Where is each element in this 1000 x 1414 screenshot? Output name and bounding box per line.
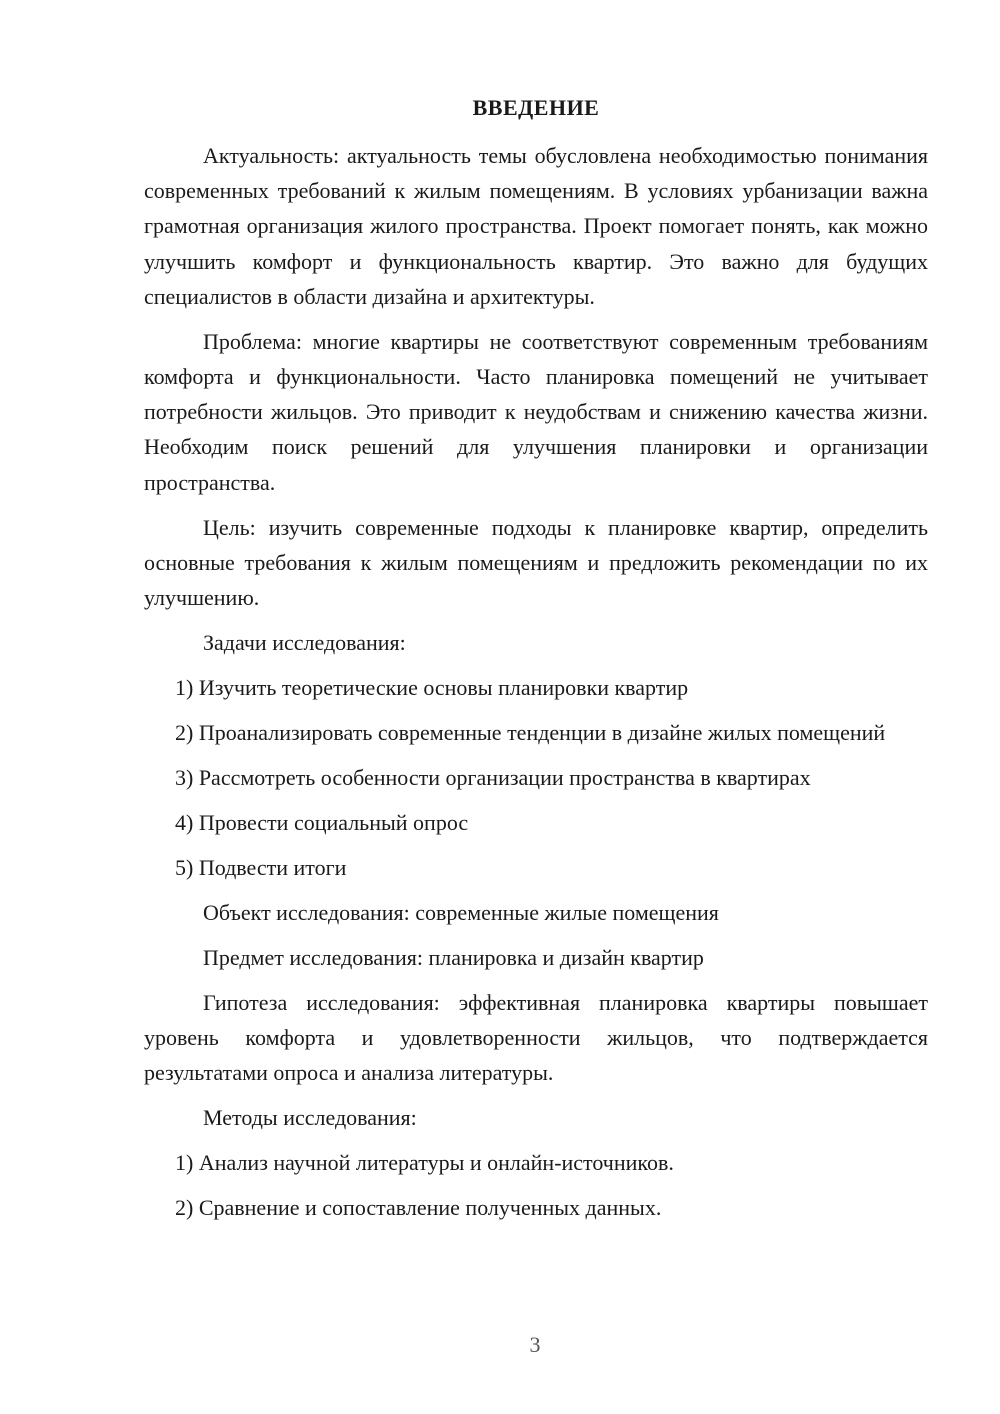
task-item: 1) Изучить теоретические основы планировки квартир — [175, 675, 689, 701]
document-page — [144, 92, 928, 1235]
hypothesis-paragraph: Гипотеза исследования: эффективная планировка квартиры повышает уровень комфорта и удовлетворенности жильцов, что подтверждается результатами опроса и анализа литературы. — [144, 990, 928, 1086]
tasks-heading: Задачи исследования: — [203, 630, 406, 656]
task-item: 2) Проанализировать современные тенденции в дизайне жилых помещений — [175, 720, 886, 746]
task-item: 3) Рассмотреть особенности организации пространства в квартирах — [175, 765, 811, 791]
methods-heading: Методы исследования: — [203, 1105, 417, 1131]
task-item: 5) Подвести итоги — [175, 855, 347, 881]
method-item: 1) Анализ научной литературы и онлайн-источников. — [175, 1150, 674, 1176]
subject-line: Предмет исследования: планировка и дизайн квартир — [203, 945, 704, 971]
goal-paragraph: Цель: изучить современные подходы к планировке квартир, определить основные требования к жилым помещениям и предложить рекомендации по их улучшению. — [144, 514, 928, 611]
page-title: ВВЕДЕНИЕ — [472, 95, 600, 120]
task-item: 4) Провести социальный опрос — [175, 810, 469, 836]
method-item: 2) Сравнение и сопоставление полученных данных. — [175, 1195, 662, 1221]
object-line: Объект исследования: современные жилые помещения — [203, 900, 719, 926]
relevance-paragraph: Актуальность: актуальность темы обусловлена необходимостью понимания современных требований к жилым помещениям. В условиях урбанизации важна грамотная организация жилого пространства. Проект помогает понять, как можно улучшить комфорт и функциональность квартир. Это важно для будущих специалистов в области дизайна и архитектуры. — [144, 143, 928, 309]
page-number: 3 — [529, 1332, 541, 1357]
problem-paragraph: Проблема: многие квартиры не соответствуют современным требованиям комфорта и функциональности. Часто планировка помещений не учитывает потребности жильцов. Это приводит к неудобствам и снижению качества жизни. Необходим поиск решений для улучшения планировки и организации пространства. — [144, 328, 928, 495]
